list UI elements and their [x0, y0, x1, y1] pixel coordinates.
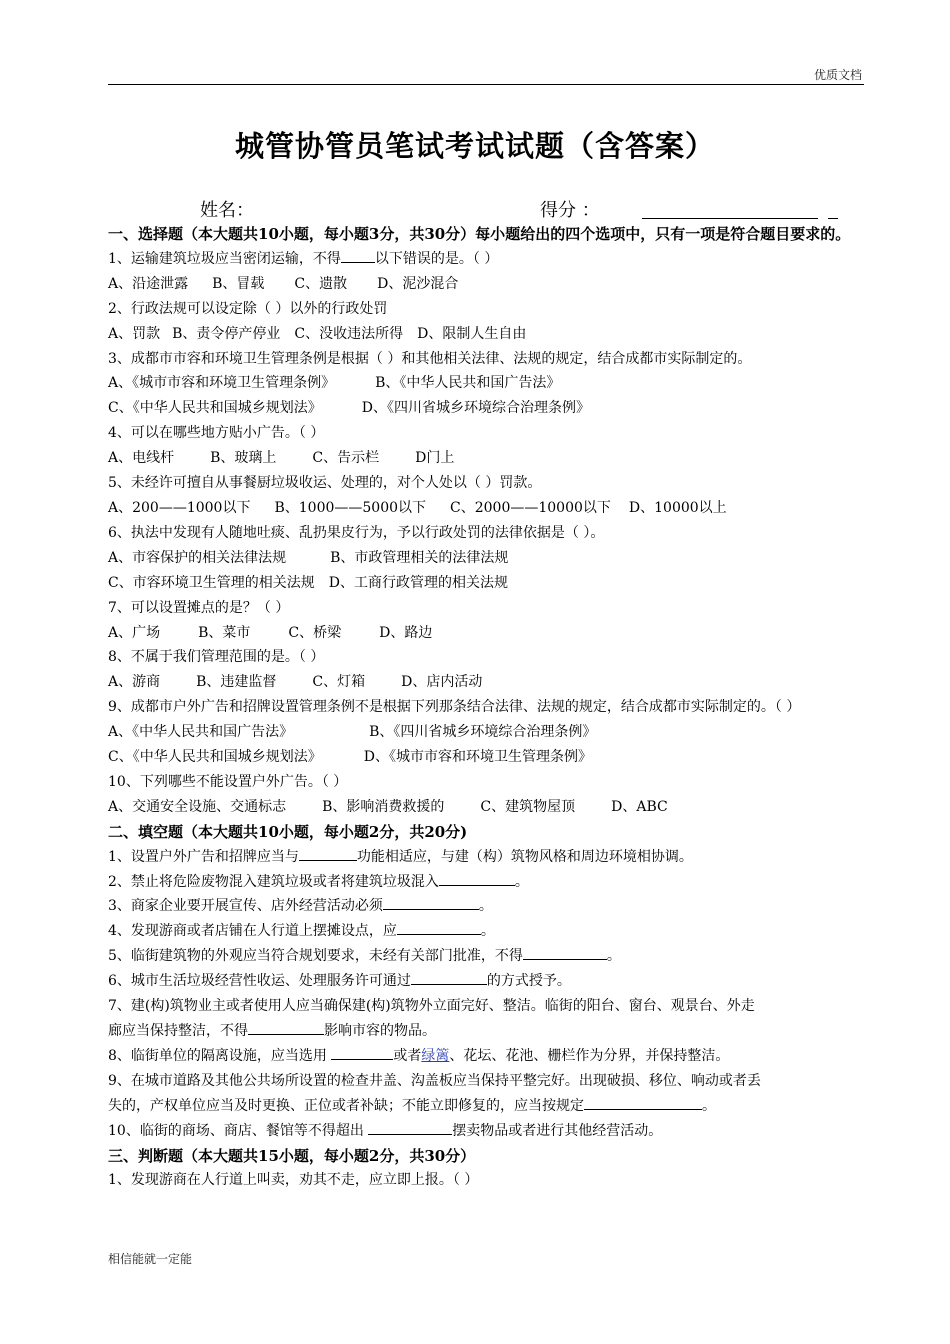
- question-9: 9、成都市户外广告和招牌设置管理条例不是根据下列那条结合法律、法规的规定，结合成都市实际制定的。（ ）: [108, 699, 801, 716]
- score-blank: [642, 218, 818, 219]
- question-2: 2、行政法规可以设定除（ ）以外的行政处罚: [108, 300, 388, 317]
- question-7: 7、可以设置摊点的是？（ ）: [108, 599, 290, 616]
- answer-blank: [411, 969, 487, 985]
- answer-blank: [299, 845, 357, 861]
- answer-blank: [368, 1119, 452, 1135]
- answer-blank: [439, 870, 515, 886]
- score-label: 得分 ：: [540, 200, 600, 221]
- answer-blank: [383, 894, 479, 910]
- question-2-options: A、罚款 B、责令停产停业 C、没收违法所得 D、限制人生自由: [108, 325, 527, 342]
- answer-blank: [248, 1019, 324, 1035]
- fill-question-5: 5、临街建筑物的外观应当符合规划要求，未经有关部门批准，不得 。: [108, 944, 868, 969]
- fill-question-7-line-1: 7、建(构)筑物业主或者使用人应当确保建(构)筑物外立面完好、整洁。临街的阳台、窗台、观景台、外走: [108, 998, 755, 1015]
- question-5: 5、未经许可擅自从事餐厨垃圾收运、处理的，对个人处以（ ）罚款。: [108, 475, 542, 492]
- question-1: 1、运输建筑垃圾应当密闭运输，不得 以下错误的是。（ ）: [108, 247, 868, 272]
- answer-blank: [523, 944, 607, 960]
- question-9-options-ab: A、《中华人民共和国广告法》 B、《四川省城乡环境综合治理条例》: [108, 724, 597, 741]
- question-6: 6、执法中发现有人随地吐痰、乱扔果皮行为，予以行政处罚的法律依据是（ ）。: [108, 524, 605, 541]
- section-heading-fill: 二、填空题（本大题共10小题，每小题2分，共20分): [108, 822, 468, 841]
- fill-question-8: 8、临街单位的隔离设施，应当选用 或者绿篱、花坛、花池、栅栏作为分界，并保持整洁。: [108, 1044, 868, 1069]
- question-4: 4、可以在哪些地方贴小广告。（ ）: [108, 425, 325, 442]
- question-3: 3、成都市市容和环境卫生管理条例是根据（ ）和其他相关法律、法规的规定，结合成都市实际制定的。: [108, 350, 752, 367]
- name-score-row: [0, 196, 950, 222]
- header-text: 优质文档: [813, 68, 862, 82]
- question-8-options: A、游商 B、违建监督 C、灯箱 D、店内活动: [108, 674, 483, 691]
- question-9-options-cd: C、《中华人民共和国城乡规划法》 D、《城市市容和环境卫生管理条例》: [108, 749, 592, 766]
- answer-blank: [341, 247, 375, 263]
- fill-question-3: 3、商家企业要开展宣传、店外经营活动必须 。: [108, 894, 868, 919]
- question-1-options: A、沿途泄露 B、冒载 C、遗散 D、泥沙混合: [108, 275, 459, 292]
- question-10-options: A、交通安全设施、交通标志 B、影响消费救援的 C、建筑物屋顶 D、ABC: [108, 798, 668, 815]
- fill-question-1: 1、设置户外广告和招牌应当与 功能相适应，与建（构）筑物风格和周边环境相协调。: [108, 845, 868, 870]
- name-label: 姓名：: [200, 200, 254, 221]
- page-title: 城管协管员笔试考试试题（含答案）: [234, 129, 715, 163]
- answer-blank: [331, 1044, 393, 1060]
- judge-question-1: 1、发现游商在人行道上叫卖，劝其不走，应立即上报。（ ）: [108, 1172, 479, 1189]
- footer-text: 相信能就一定能: [108, 1252, 193, 1266]
- header-rule: [108, 84, 864, 85]
- question-7-options: A、广场 B、菜市 C、桥梁 D、路边: [108, 624, 433, 641]
- fill-question-2: 2、禁止将危险废物混入建筑垃圾或者将建筑垃圾混入 。: [108, 870, 868, 895]
- hedge-link[interactable]: 绿篱: [421, 1047, 450, 1064]
- fill-question-10: 10、临街的商场、商店、餐馆等不得超出 摆卖物品或者进行其他经营活动。: [108, 1119, 868, 1144]
- question-10: 10、下列哪些不能设置户外广告。（ ）: [108, 773, 348, 790]
- answer-blank: [584, 1094, 702, 1110]
- section-heading-judge: 三、判断题（本大题共15小题，每小题2分，共30分）: [108, 1146, 476, 1165]
- question-6-options-cd: C、市容环境卫生管理的相关法规 D、工商行政管理的相关法规: [108, 574, 508, 591]
- fill-question-9-line-2: 失的，产权单位应当及时更换、正位或者补缺；不能立即修复的，应当按规定 。: [108, 1094, 868, 1119]
- fill-question-4: 4、发现游商或者店铺在人行道上摆摊设点，应 。: [108, 919, 868, 944]
- fill-question-7-line-2: 廊应当保持整洁，不得 影响市容的物品。: [108, 1019, 868, 1044]
- question-3-options-ab: A、《城市市容和环境卫生管理条例》 B、《中华人民共和国广告法》: [108, 375, 561, 392]
- question-6-options-ab: A、市容保护的相关法律法规 B、市政管理相关的法律法规: [108, 549, 509, 566]
- section-heading-choice: 一、选择题（本大题共10小题，每小题3分，共30分）每小题给出的四个选项中，只有一项是符合题目要求的。: [108, 225, 851, 243]
- question-4-options: A、电线杆 B、玻璃上 C、告示栏 D门上: [108, 450, 455, 467]
- exam-content: [108, 222, 868, 1193]
- question-3-options-cd: C、《中华人民共和国城乡规划法》 D、《四川省城乡环境综合治理条例》: [108, 400, 590, 417]
- fill-question-9-line-1: 9、在城市道路及其他公共场所设置的检查井盖、沟盖板应当保持平整完好。出现破损、移位、响动或者丢: [108, 1072, 761, 1089]
- question-8: 8、不属于我们管理范围的是。（ ）: [108, 649, 325, 666]
- question-5-options: A、200——1000以下 B、1000——5000以下 C、2000——10000以下 D、10000以上: [108, 499, 727, 516]
- answer-blank: [397, 919, 481, 935]
- fill-question-6: 6、城市生活垃圾经营性收运、处理服务许可通过 的方式授予。: [108, 969, 868, 994]
- score-blank-tail: [828, 218, 838, 219]
